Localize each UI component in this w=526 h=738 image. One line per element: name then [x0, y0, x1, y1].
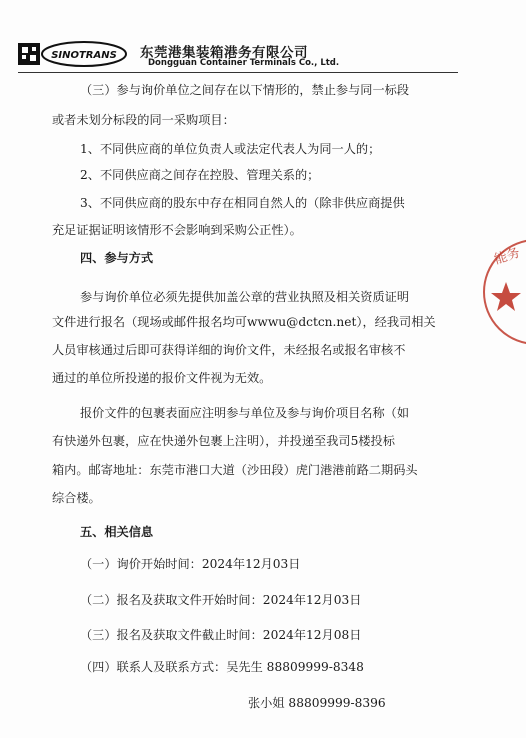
- info-item: （二）报名及获取文件开始时间：2024年12月03日: [80, 593, 362, 607]
- paragraph-line: 通过的单位所投递的报价文件视为无效。: [52, 371, 272, 385]
- company-name-en: Dongguan Container Terminals Co., Ltd.: [148, 58, 340, 68]
- paragraph-line: 综合楼。: [52, 491, 101, 505]
- paragraph-line: 箱内。邮寄地址：东莞市港口大道（沙田段）虎门港港前路二期码头: [52, 463, 418, 477]
- section-heading: 五、相关信息: [80, 525, 154, 539]
- list-item: 3、不同供应商的股东中存在相同自然人的（除非供应商提供: [80, 196, 405, 210]
- paragraph-line: 或者未划分标段的同一采购项目：: [52, 113, 235, 127]
- list-item: 1、不同供应商的单位负责人或法定代表人为同一人的；: [80, 142, 381, 156]
- logo-text: SINOTRANS: [51, 50, 117, 61]
- letterhead: [18, 38, 508, 72]
- paragraph-line: 参与询价单位必须先提供加盖公章的营业执照及相关资质证明: [80, 290, 410, 304]
- info-item: （四）联系人及联系方式：吴先生 88809999-8348: [80, 660, 364, 674]
- paragraph-line: 人员审核通过后即可获得详细的询价文件，未经报名或报名审核不: [52, 343, 406, 357]
- list-item: 2、不同供应商之间存在控股、管理关系的；: [80, 168, 320, 182]
- paragraph-line: 文件进行报名（现场或邮件报名均可wwwu@dctcn.net），经我司相关: [52, 315, 436, 329]
- company-logo: [18, 40, 130, 68]
- company-name-cn: 东莞港集装箱港务有限公司: [140, 45, 308, 61]
- paragraph-line: 有快递外包裹，应在快递外包裹上注明），并投递至我司5楼投标: [52, 434, 395, 448]
- info-item: （三）报名及获取文件截止时间：2024年12月08日: [80, 628, 362, 642]
- star-icon: [491, 282, 521, 311]
- section-heading: 四、参与方式: [80, 251, 154, 265]
- paragraph-line: 报价文件的包裹表面应注明参与单位及参与询价项目名称（如: [80, 406, 410, 420]
- paragraph-line: （三）参与询价单位之间存在以下情形的，禁止参与同一标段: [80, 83, 410, 97]
- header-divider: [18, 72, 458, 73]
- stamp-text: 能务: [492, 245, 522, 268]
- info-item: 张小姐 88809999-8396: [248, 696, 386, 710]
- paragraph-line: 充足证据证明该情形不会影响到采购公正性）。: [52, 223, 302, 237]
- info-item: （一）询价开始时间：2024年12月03日: [80, 557, 301, 571]
- seal-stamp: [478, 238, 526, 346]
